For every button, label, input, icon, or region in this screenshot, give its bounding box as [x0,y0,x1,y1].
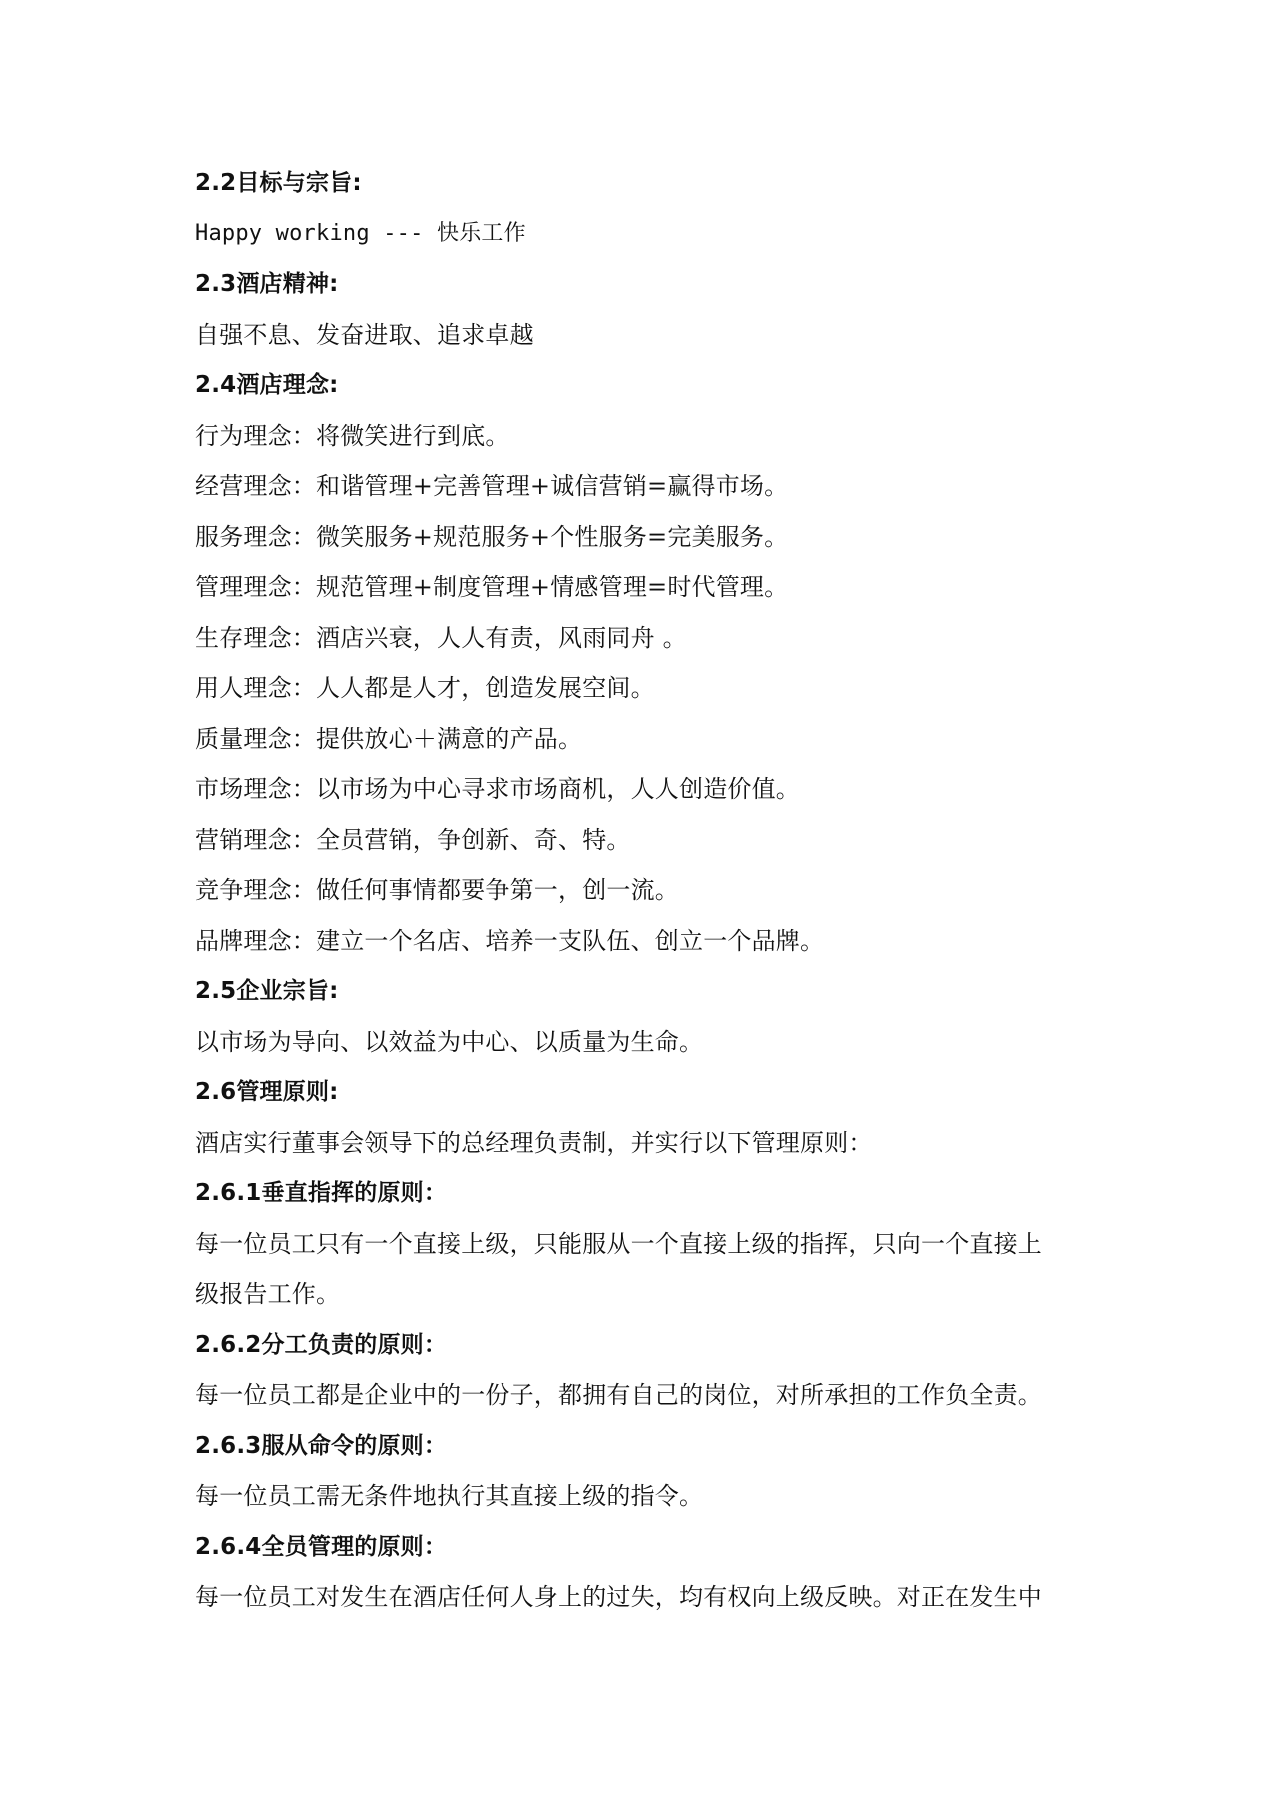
section-heading-2-6-1: 2.6.1垂直指挥的原则： [195,1180,448,1206]
document-body [195,158,1095,1623]
section-heading-2-5: 2.5企业宗旨: [195,978,339,1004]
philosophy-item: 竞争理念：做任何事情都要争第一，创一流。 [195,876,679,904]
section-heading-2-4: 2.4酒店理念: [195,372,339,398]
philosophy-item: 品牌理念：建立一个名店、培养一支队伍、创立一个品牌。 [195,926,825,955]
philosophy-item: 用人理念：人人都是人才，创造发展空间。 [195,674,655,702]
section-heading-2-2: 2.2目标与宗旨: [195,170,362,196]
spirit-text: 自强不息、发奋进取、追求卓越 [195,320,534,349]
section-heading-2-6: 2.6管理原则: [195,1079,339,1105]
philosophy-item: 生存理念：酒店兴衰，人人有责，风雨同舟 。 [195,623,687,652]
philosophy-item: 管理理念：规范管理+制度管理+情感管理=时代管理。 [195,573,789,601]
section-heading-2-6-2: 2.6.2分工负责的原则： [195,1331,448,1358]
principle-text: 级报告工作。 [195,1280,341,1308]
section-heading-2-6-4: 2.6.4全员管理的原则： [195,1533,448,1560]
philosophy-item: 营销理念：全员营销，争创新、奇、特。 [195,825,631,854]
management-intro-text: 酒店实行董事会领导下的总经理负责制，并实行以下管理原则： [195,1128,873,1157]
philosophy-item: 经营理念：和谐管理+完善管理+诚信营销=赢得市场。 [195,472,789,500]
philosophy-item: 行为理念：将微笑进行到底。 [195,421,510,450]
principle-text: 每一位员工需无条件地执行其直接上级的指令。 [195,1482,704,1510]
enterprise-purpose-text: 以市场为导向、以效益为中心、以质量为生命。 [195,1027,704,1056]
section-heading-2-3: 2.3酒店精神: [195,271,339,297]
philosophy-item: 服务理念：微笑服务+规范服务+个性服务=完美服务。 [195,522,789,551]
purpose-text: Happy working --- 快乐工作 [195,220,526,246]
philosophy-item: 质量理念：提供放心＋满意的产品。 [195,724,583,753]
philosophy-item: 市场理念：以市场为中心寻求市场商机，人人创造价值。 [195,775,800,803]
principle-text: 每一位员工只有一个直接上级，只能服从一个直接上级的指挥，只向一个直接上 [195,1229,1042,1258]
principle-text: 每一位员工都是企业中的一份子，都拥有自己的岗位，对所承担的工作负全责。 [195,1381,1042,1409]
principle-text: 每一位员工对发生在酒店任何人身上的过失，均有权向上级反映。对正在发生中 [195,1583,1042,1611]
section-heading-2-6-3: 2.6.3服从命令的原则： [195,1432,448,1459]
